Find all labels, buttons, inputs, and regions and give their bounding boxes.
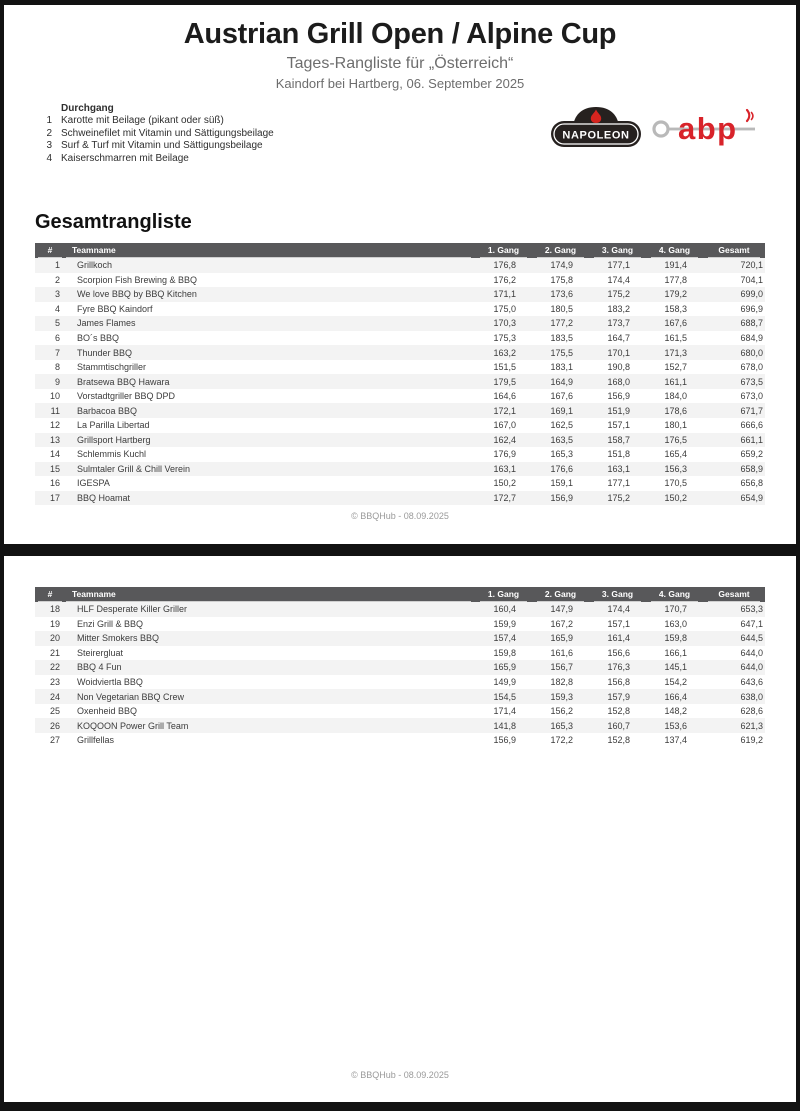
gang2-cell: 165,3: [550, 720, 573, 731]
table-row: [35, 675, 765, 690]
table-row: [35, 360, 765, 375]
gang1-cell: 175,0: [493, 303, 516, 314]
rank-cell: 1: [54, 260, 60, 271]
gang1-cell: 176,9: [493, 449, 516, 460]
page-title: Austrian Grill Open / Alpine Cup: [183, 18, 617, 50]
rank-cell: 5: [54, 318, 60, 329]
gesamt-cell: 684,9: [740, 333, 763, 343]
rank-cell: 3: [54, 289, 60, 300]
gang2-cell: 174,9: [550, 260, 573, 271]
table-row: [35, 476, 765, 491]
gang1-cell: 172,7: [493, 493, 516, 504]
ranking-table-page2: [35, 587, 765, 747]
durchgang-item: [40, 153, 460, 166]
gang3-cell: 177,1: [607, 478, 630, 489]
rank-cell: 20: [49, 633, 60, 644]
gang4-cell: 180,1: [664, 420, 687, 431]
table-row: [35, 718, 765, 733]
table-header: [35, 587, 765, 602]
team-cell: Grillkoch: [77, 260, 113, 271]
gang4-cell: 150,2: [664, 493, 687, 504]
team-cell: Stammtischgriller: [77, 362, 147, 373]
gesamt-cell: 628,6: [740, 706, 763, 717]
gang3-cell: 156,9: [607, 391, 630, 402]
rank-cell: 2: [54, 274, 60, 285]
gang3-cell: 175,2: [607, 289, 630, 300]
team-cell: IGESPA: [77, 478, 110, 489]
gang1-cell: 179,5: [493, 376, 516, 387]
rank-cell: 23: [49, 677, 60, 687]
table-row: [35, 316, 765, 331]
rank-cell: 12: [49, 420, 60, 431]
gang4-cell: 177,8: [664, 274, 687, 285]
gesamt-cell: 666,6: [740, 420, 763, 431]
rank-cell: 16: [49, 478, 60, 489]
gang1-cell: 141,8: [493, 720, 516, 731]
rank-cell: 13: [49, 434, 60, 445]
gang3-cell: 152,8: [607, 735, 630, 746]
table-row: [35, 374, 765, 389]
gang4-cell: 184,0: [664, 391, 687, 402]
gang3-cell: 151,9: [607, 405, 630, 416]
page-footer: © BBQHub - 08.09.2025: [351, 511, 449, 521]
durchgang-label: Surf & Turf mit Vitamin und Sättigungsbeilage: [61, 140, 263, 151]
gang1-cell: 151,5: [493, 362, 516, 373]
column-header: 4. Gang: [646, 587, 703, 602]
team-cell: HLF Desperate Killer Griller: [77, 604, 188, 615]
team-cell: Thunder BBQ: [77, 347, 133, 358]
table-row: [35, 462, 765, 477]
gang3-cell: 157,1: [607, 618, 630, 629]
napoleon-logo-text: NAPOLEON: [562, 129, 630, 142]
gang1-cell: 156,9: [493, 735, 516, 746]
rank-cell: 21: [49, 647, 60, 658]
rank-cell: 26: [49, 720, 60, 731]
rank-cell: 18: [49, 604, 60, 615]
rank-cell: 8: [54, 362, 60, 373]
gang3-cell: 152,8: [607, 706, 630, 717]
gang2-cell: 177,2: [550, 318, 573, 329]
gang3-cell: 156,6: [607, 647, 630, 658]
gang2-cell: 176,6: [550, 463, 573, 474]
column-header: #: [35, 587, 65, 602]
gesamt-cell: 644,0: [740, 662, 763, 673]
gesamt-cell: 680,0: [740, 347, 763, 358]
table-row: [35, 418, 765, 433]
gesamt-cell: 656,8: [740, 478, 763, 489]
table-header: [35, 243, 765, 258]
gang2-cell: 156,2: [550, 706, 573, 717]
durchgang-block: [40, 102, 460, 165]
gang3-cell: 157,1: [607, 420, 630, 431]
rank-cell: 17: [49, 493, 60, 504]
gang1-cell: 150,2: [493, 478, 516, 489]
gang1-cell: 149,9: [493, 677, 516, 687]
gang1-cell: 159,9: [493, 618, 516, 629]
gang2-cell: 156,7: [550, 662, 573, 673]
team-cell: Grillsport Hartberg: [77, 434, 151, 445]
gesamt-cell: 644,5: [740, 633, 763, 644]
gang4-cell: 166,1: [664, 647, 687, 658]
durchgang-label: Karotte mit Beilage (pikant oder süß): [61, 115, 224, 126]
gang1-cell: 154,5: [493, 691, 516, 702]
gang2-cell: 180,5: [550, 303, 573, 314]
document-header: [4, 5, 796, 91]
rank-cell: 22: [49, 662, 60, 673]
gang2-cell: 159,3: [550, 691, 573, 702]
gang1-cell: 164,6: [493, 391, 516, 402]
gang4-cell: 170,7: [664, 604, 687, 615]
durchgang-label: Kaiserschmarren mit Beilage: [61, 152, 189, 164]
team-cell: Schlemmis Kuchl: [77, 449, 147, 460]
rank-cell: 19: [49, 618, 60, 629]
table-row: [35, 273, 765, 288]
gang4-cell: 161,1: [664, 376, 687, 387]
team-cell: BO´s BBQ: [77, 333, 120, 343]
team-cell: BBQ 4 Fun: [77, 662, 122, 673]
table-row: [35, 602, 765, 617]
gang3-cell: 158,7: [607, 434, 630, 445]
rank-cell: 6: [54, 333, 60, 343]
rank-cell: 15: [49, 463, 60, 474]
column-header: #: [35, 243, 65, 258]
team-cell: Oxenheid BBQ: [77, 706, 138, 717]
gang2-cell: 167,2: [550, 618, 573, 629]
section-title: Gesamtrangliste: [35, 211, 192, 233]
gang4-cell: 171,3: [664, 347, 687, 358]
page-footer: © BBQHub - 08.09.2025: [351, 1070, 449, 1080]
column-header: Gesamt: [703, 587, 765, 602]
gesamt-cell: 638,0: [740, 691, 763, 702]
durchgang-number: 4: [46, 152, 52, 164]
gesamt-cell: 658,9: [740, 463, 763, 474]
gesamt-cell: 661,1: [740, 434, 763, 445]
gang2-cell: 167,6: [550, 391, 573, 402]
team-cell: Non Vegetarian BBQ Crew: [77, 691, 185, 702]
team-cell: Bratsewa BBQ Hawara: [77, 376, 170, 387]
gesamt-cell: 643,6: [740, 677, 763, 687]
gang3-cell: 163,1: [607, 463, 630, 474]
gang2-cell: 156,9: [550, 493, 573, 504]
abp-logo: [651, 108, 757, 153]
flame-icon: [752, 113, 753, 120]
team-cell: Mitter Smokers BBQ: [77, 633, 160, 644]
gesamt-cell: 647,1: [740, 618, 763, 629]
gang1-cell: 172,1: [493, 405, 516, 416]
table-header-row: [35, 587, 765, 602]
gang3-cell: 174,4: [607, 604, 630, 615]
abp-logo-icon: [651, 108, 757, 148]
gang3-cell: 151,8: [607, 449, 630, 460]
table-row: [35, 617, 765, 632]
rank-cell: 7: [54, 347, 60, 358]
gesamt-cell: 619,2: [740, 735, 763, 746]
gang1-cell: 175,3: [493, 333, 516, 343]
durchgang-item: [40, 140, 460, 153]
gang1-cell: 162,4: [493, 434, 516, 445]
table-body: [35, 258, 765, 505]
gesamt-cell: 644,0: [740, 647, 763, 658]
gang4-cell: 159,8: [664, 633, 687, 644]
team-cell: Vorstadtgriller BBQ DPD: [77, 391, 176, 402]
gesamt-cell: 673,0: [740, 391, 763, 402]
column-header: 1. Gang: [475, 587, 532, 602]
table-row: [35, 331, 765, 346]
table-row: [35, 689, 765, 704]
team-cell: We love BBQ by BBQ Kitchen: [77, 289, 197, 300]
gesamt-cell: 720,1: [740, 260, 763, 271]
gang2-cell: 161,6: [550, 647, 573, 658]
napoleon-logo: [551, 106, 641, 155]
gang4-cell: 163,0: [664, 618, 687, 629]
gang1-cell: 160,4: [493, 604, 516, 615]
location-date: Kaindorf bei Hartberg, 06. September 2025: [275, 76, 525, 91]
gang4-cell: 179,2: [664, 289, 687, 300]
gang3-cell: 173,7: [607, 318, 630, 329]
gang4-cell: 156,3: [664, 463, 687, 474]
gang2-cell: 173,6: [550, 289, 573, 300]
gesamt-cell: 696,9: [740, 303, 763, 314]
gang1-cell: 165,9: [493, 662, 516, 673]
document-page-1: [4, 5, 796, 544]
gang1-cell: 176,8: [493, 260, 516, 271]
rank-cell: 9: [54, 376, 60, 387]
durchgang-item: [40, 115, 460, 128]
gang2-cell: 169,1: [550, 405, 573, 416]
team-cell: Woidviertla BBQ: [77, 677, 143, 687]
table-row: [35, 660, 765, 675]
gang2-cell: 183,5: [550, 333, 573, 343]
team-cell: Grillfellas: [77, 735, 115, 746]
gesamt-cell: 704,1: [740, 274, 763, 285]
gesamt-cell: 621,3: [740, 720, 763, 731]
team-cell: James Flames: [77, 318, 136, 329]
team-cell: Enzi Grill & BBQ: [77, 618, 144, 629]
team-cell: BBQ Hoamat: [77, 493, 131, 504]
table-row: [35, 704, 765, 719]
rank-cell: 4: [54, 303, 60, 314]
rank-cell: 25: [49, 706, 60, 717]
gang4-cell: 176,5: [664, 434, 687, 445]
gang2-cell: 147,9: [550, 604, 573, 615]
gang3-cell: 176,3: [607, 662, 630, 673]
page-subtitle: Tages-Rangliste für „Österreich“: [286, 55, 514, 72]
table-row: [35, 631, 765, 646]
gesamt-cell: 671,7: [740, 405, 763, 416]
gang4-cell: 148,2: [664, 706, 687, 717]
table-row: [35, 287, 765, 302]
table-row: [35, 646, 765, 661]
column-header: 3. Gang: [589, 587, 646, 602]
durchgang-number: 2: [46, 127, 52, 139]
column-header: Teamname: [65, 587, 475, 602]
gang3-cell: 175,2: [607, 493, 630, 504]
team-cell: Sulmtaler Grill & Chill Verein: [77, 463, 191, 474]
gesamt-cell: 653,3: [740, 604, 763, 615]
gang4-cell: 170,5: [664, 478, 687, 489]
gang2-cell: 172,2: [550, 735, 573, 746]
gang3-cell: 164,7: [607, 333, 630, 343]
gang3-cell: 157,9: [607, 691, 630, 702]
rank-cell: 10: [49, 391, 60, 402]
team-cell: Scorpion Fish Brewing & BBQ: [77, 274, 198, 285]
table-row: [35, 491, 765, 506]
gang4-cell: 166,4: [664, 691, 687, 702]
gang3-cell: 177,1: [607, 260, 630, 271]
gang3-cell: 174,4: [607, 274, 630, 285]
napoleon-logo-icon: [551, 106, 641, 150]
gang2-cell: 163,5: [550, 434, 573, 445]
durchgang-number: 3: [46, 140, 52, 151]
column-header: Teamname: [65, 243, 475, 258]
rank-cell: 24: [49, 691, 60, 702]
team-cell: Fyre BBQ Kaindorf: [77, 303, 153, 314]
flame-icon: [747, 110, 749, 121]
skewer-ring-icon: [654, 122, 668, 136]
gesamt-cell: 688,7: [740, 318, 763, 329]
gang3-cell: 170,1: [607, 347, 630, 358]
gang2-cell: 175,5: [550, 347, 573, 358]
column-header: Gesamt: [703, 243, 765, 258]
gang3-cell: 183,2: [607, 303, 630, 314]
gang4-cell: 158,3: [664, 303, 687, 314]
gesamt-cell: 659,2: [740, 449, 763, 460]
ranking-table-page1: [35, 243, 765, 505]
gesamt-cell: 673,5: [740, 376, 763, 387]
column-header: 4. Gang: [646, 243, 703, 258]
gang2-cell: 159,1: [550, 478, 573, 489]
gang2-cell: 175,8: [550, 274, 573, 285]
table-body: [35, 602, 765, 747]
durchgang-label: Schweinefilet mit Vitamin und Sättigungsbeilage: [61, 127, 274, 139]
column-header: 2. Gang: [532, 587, 589, 602]
gang4-cell: 154,2: [664, 677, 687, 687]
gang4-cell: 137,4: [664, 735, 687, 746]
durchgang-number: 1: [46, 115, 52, 126]
gang1-cell: 171,4: [493, 706, 516, 717]
table-row: [35, 733, 765, 748]
gang4-cell: 165,4: [664, 449, 687, 460]
gang2-cell: 183,1: [550, 362, 573, 373]
gang3-cell: 156,8: [607, 677, 630, 687]
gang4-cell: 191,4: [664, 260, 687, 271]
table-header-row: [35, 243, 765, 258]
rank-cell: 11: [50, 405, 60, 416]
team-cell: Steirergluat: [77, 647, 124, 658]
table-row: [35, 345, 765, 360]
gang1-cell: 163,1: [493, 463, 516, 474]
rank-cell: 14: [49, 449, 60, 460]
table-row: [35, 258, 765, 273]
document-page-2: [4, 556, 796, 1102]
table-row: [35, 389, 765, 404]
durchgang-item: [40, 128, 460, 141]
abp-logo-text: abp: [678, 111, 738, 146]
gang1-cell: 159,8: [493, 647, 516, 658]
gang1-cell: 171,1: [493, 289, 516, 300]
gang1-cell: 170,3: [493, 318, 516, 329]
gang4-cell: 161,5: [664, 333, 687, 343]
gang4-cell: 178,6: [664, 405, 687, 416]
team-cell: La Parilla Libertad: [77, 420, 150, 431]
table-row: [35, 447, 765, 462]
gang2-cell: 164,9: [550, 376, 573, 387]
gang3-cell: 161,4: [607, 633, 630, 644]
column-header: 1. Gang: [475, 243, 532, 258]
column-header: 3. Gang: [589, 243, 646, 258]
gang3-cell: 168,0: [607, 376, 630, 387]
gang2-cell: 165,9: [550, 633, 573, 644]
gesamt-cell: 654,9: [740, 493, 763, 504]
gang1-cell: 157,4: [493, 633, 516, 644]
gang3-cell: 160,7: [607, 720, 630, 731]
gesamt-cell: 699,0: [740, 289, 763, 300]
table-row: [35, 403, 765, 418]
column-header: 2. Gang: [532, 243, 589, 258]
gang4-cell: 145,1: [664, 662, 687, 673]
gang4-cell: 153,6: [664, 720, 687, 731]
team-cell: Barbacoa BBQ: [77, 405, 138, 416]
team-cell: KOQOON Power Grill Team: [77, 720, 189, 731]
table-row: [35, 302, 765, 317]
gang4-cell: 152,7: [664, 362, 687, 373]
durchgang-heading: Durchgang: [61, 103, 114, 114]
gang1-cell: 167,0: [493, 420, 516, 431]
gang3-cell: 190,8: [607, 362, 630, 373]
gesamt-cell: 678,0: [740, 362, 763, 373]
gang2-cell: 162,5: [550, 420, 573, 431]
gang1-cell: 176,2: [493, 274, 516, 285]
table-row: [35, 433, 765, 448]
rank-cell: 27: [49, 735, 60, 746]
gang1-cell: 163,2: [493, 347, 516, 358]
durchgang-list: [40, 115, 460, 165]
gang2-cell: 165,3: [550, 449, 573, 460]
gang2-cell: 182,8: [550, 677, 573, 687]
gang4-cell: 167,6: [664, 318, 687, 329]
